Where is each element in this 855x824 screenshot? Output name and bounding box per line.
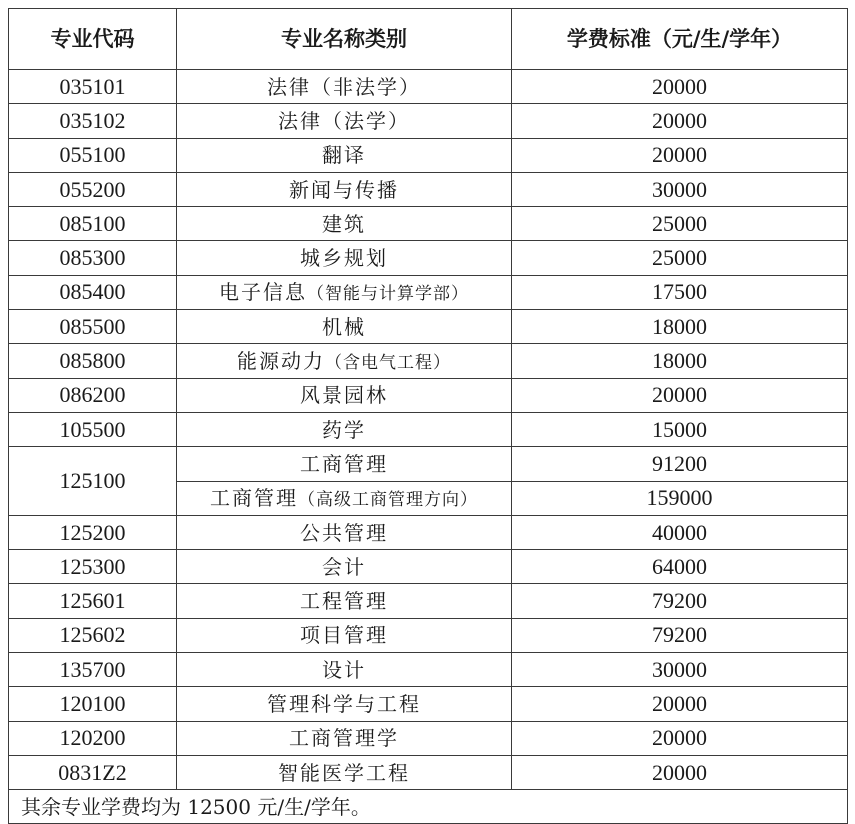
major-name xyxy=(177,275,512,309)
header-major-code: 专业代码 xyxy=(9,9,177,70)
tuition-fee: 64000 xyxy=(512,550,848,584)
major-name-text: 工商管理 xyxy=(210,485,298,510)
table-row xyxy=(9,344,848,378)
table-row xyxy=(9,618,848,652)
major-name-text: 项目管理 xyxy=(300,623,388,648)
tuition-fee-table xyxy=(8,8,848,824)
tuition-fee: 20000 xyxy=(512,755,848,789)
major-name-note: （智能与计算学部） xyxy=(307,283,469,304)
major-name-text: 药学 xyxy=(322,417,366,442)
major-name xyxy=(177,755,512,789)
major-name xyxy=(177,515,512,549)
major-name-text: 设计 xyxy=(322,657,366,682)
major-name-text: 能源动力 xyxy=(237,348,325,373)
tuition-fee: 40000 xyxy=(512,515,848,549)
major-code: 085300 xyxy=(9,241,177,275)
major-name-text: 翻译 xyxy=(322,143,366,168)
major-code: 055100 xyxy=(9,138,177,172)
major-name xyxy=(177,241,512,275)
major-name xyxy=(177,653,512,687)
major-name xyxy=(177,70,512,104)
major-name-text: 会计 xyxy=(322,554,366,579)
major-name-text: 法律（非法学） xyxy=(267,74,421,99)
tuition-fee: 18000 xyxy=(512,344,848,378)
table-header xyxy=(9,9,848,70)
table-row xyxy=(9,584,848,618)
table-row xyxy=(9,310,848,344)
major-name xyxy=(177,104,512,138)
major-code: 105500 xyxy=(9,412,177,446)
table-row xyxy=(9,207,848,241)
header-major-name: 专业名称类别 xyxy=(177,9,512,70)
major-code: 086200 xyxy=(9,378,177,412)
table-row xyxy=(9,412,848,446)
header-tuition-standard: 学费标准（元/生/学年） xyxy=(512,9,848,70)
major-code: 085100 xyxy=(9,207,177,241)
table-row xyxy=(9,447,848,481)
table-row xyxy=(9,687,848,721)
major-name-text: 建筑 xyxy=(322,211,366,236)
major-code: 125100 xyxy=(9,447,177,516)
major-code: 085400 xyxy=(9,275,177,309)
table-row xyxy=(9,755,848,789)
major-name xyxy=(177,687,512,721)
major-name xyxy=(177,721,512,755)
major-name xyxy=(177,550,512,584)
tuition-fee: 25000 xyxy=(512,241,848,275)
major-name-text: 城乡规划 xyxy=(300,246,388,271)
major-code: 0831Z2 xyxy=(9,755,177,789)
tuition-fee: 15000 xyxy=(512,412,848,446)
major-name xyxy=(177,378,512,412)
major-name-text: 法律（法学） xyxy=(278,108,410,133)
tuition-fee: 79200 xyxy=(512,584,848,618)
major-code: 055200 xyxy=(9,172,177,206)
tuition-fee: 79200 xyxy=(512,618,848,652)
tuition-fee: 18000 xyxy=(512,310,848,344)
major-name-text: 风景园林 xyxy=(300,383,388,408)
major-name-note: （高级工商管理方向） xyxy=(298,489,478,510)
major-code: 035102 xyxy=(9,104,177,138)
table-row xyxy=(9,515,848,549)
tuition-fee: 159000 xyxy=(512,481,848,515)
tuition-fee: 91200 xyxy=(512,447,848,481)
tuition-fee: 20000 xyxy=(512,138,848,172)
major-code: 125602 xyxy=(9,618,177,652)
tuition-fee: 17500 xyxy=(512,275,848,309)
table-row xyxy=(9,721,848,755)
major-name-text: 工程管理 xyxy=(300,589,388,614)
table-row xyxy=(9,138,848,172)
major-code: 120200 xyxy=(9,721,177,755)
major-code: 135700 xyxy=(9,653,177,687)
table-row xyxy=(9,172,848,206)
major-name xyxy=(177,310,512,344)
major-name-text: 管理科学与工程 xyxy=(267,691,421,716)
footnote: 其余专业学费均为 12500 元/生/学年。 xyxy=(9,790,848,824)
table-row xyxy=(9,550,848,584)
major-name xyxy=(177,481,512,515)
major-code: 035101 xyxy=(9,70,177,104)
tuition-document xyxy=(8,8,847,824)
table-row xyxy=(9,70,848,104)
major-name-text: 新闻与传播 xyxy=(289,177,399,202)
tuition-fee: 25000 xyxy=(512,207,848,241)
major-name xyxy=(177,207,512,241)
tuition-fee: 20000 xyxy=(512,378,848,412)
major-name-text: 公共管理 xyxy=(300,520,388,545)
tuition-fee: 20000 xyxy=(512,721,848,755)
major-name xyxy=(177,584,512,618)
major-name-text: 智能医学工程 xyxy=(278,760,410,785)
header-row xyxy=(9,9,848,70)
table-body xyxy=(9,70,848,824)
major-code: 125200 xyxy=(9,515,177,549)
major-name-text: 工商管理学 xyxy=(289,726,399,751)
major-name xyxy=(177,412,512,446)
table-row xyxy=(9,104,848,138)
major-name-text: 机械 xyxy=(322,314,366,339)
table-row xyxy=(9,378,848,412)
major-name xyxy=(177,447,512,481)
major-code: 085800 xyxy=(9,344,177,378)
major-code: 120100 xyxy=(9,687,177,721)
major-code: 125300 xyxy=(9,550,177,584)
tuition-fee: 30000 xyxy=(512,172,848,206)
major-name-text: 电子信息 xyxy=(219,279,307,304)
tuition-fee: 30000 xyxy=(512,653,848,687)
table-row xyxy=(9,653,848,687)
tuition-fee: 20000 xyxy=(512,687,848,721)
major-name xyxy=(177,172,512,206)
table-row xyxy=(9,241,848,275)
major-name-note: （含电气工程） xyxy=(325,352,451,373)
major-code: 085500 xyxy=(9,310,177,344)
major-name-text: 工商管理 xyxy=(300,451,388,476)
tuition-fee: 20000 xyxy=(512,70,848,104)
major-name xyxy=(177,138,512,172)
major-name xyxy=(177,618,512,652)
table-row xyxy=(9,275,848,309)
footnote-row xyxy=(9,790,848,824)
major-code: 125601 xyxy=(9,584,177,618)
major-name xyxy=(177,344,512,378)
tuition-fee: 20000 xyxy=(512,104,848,138)
